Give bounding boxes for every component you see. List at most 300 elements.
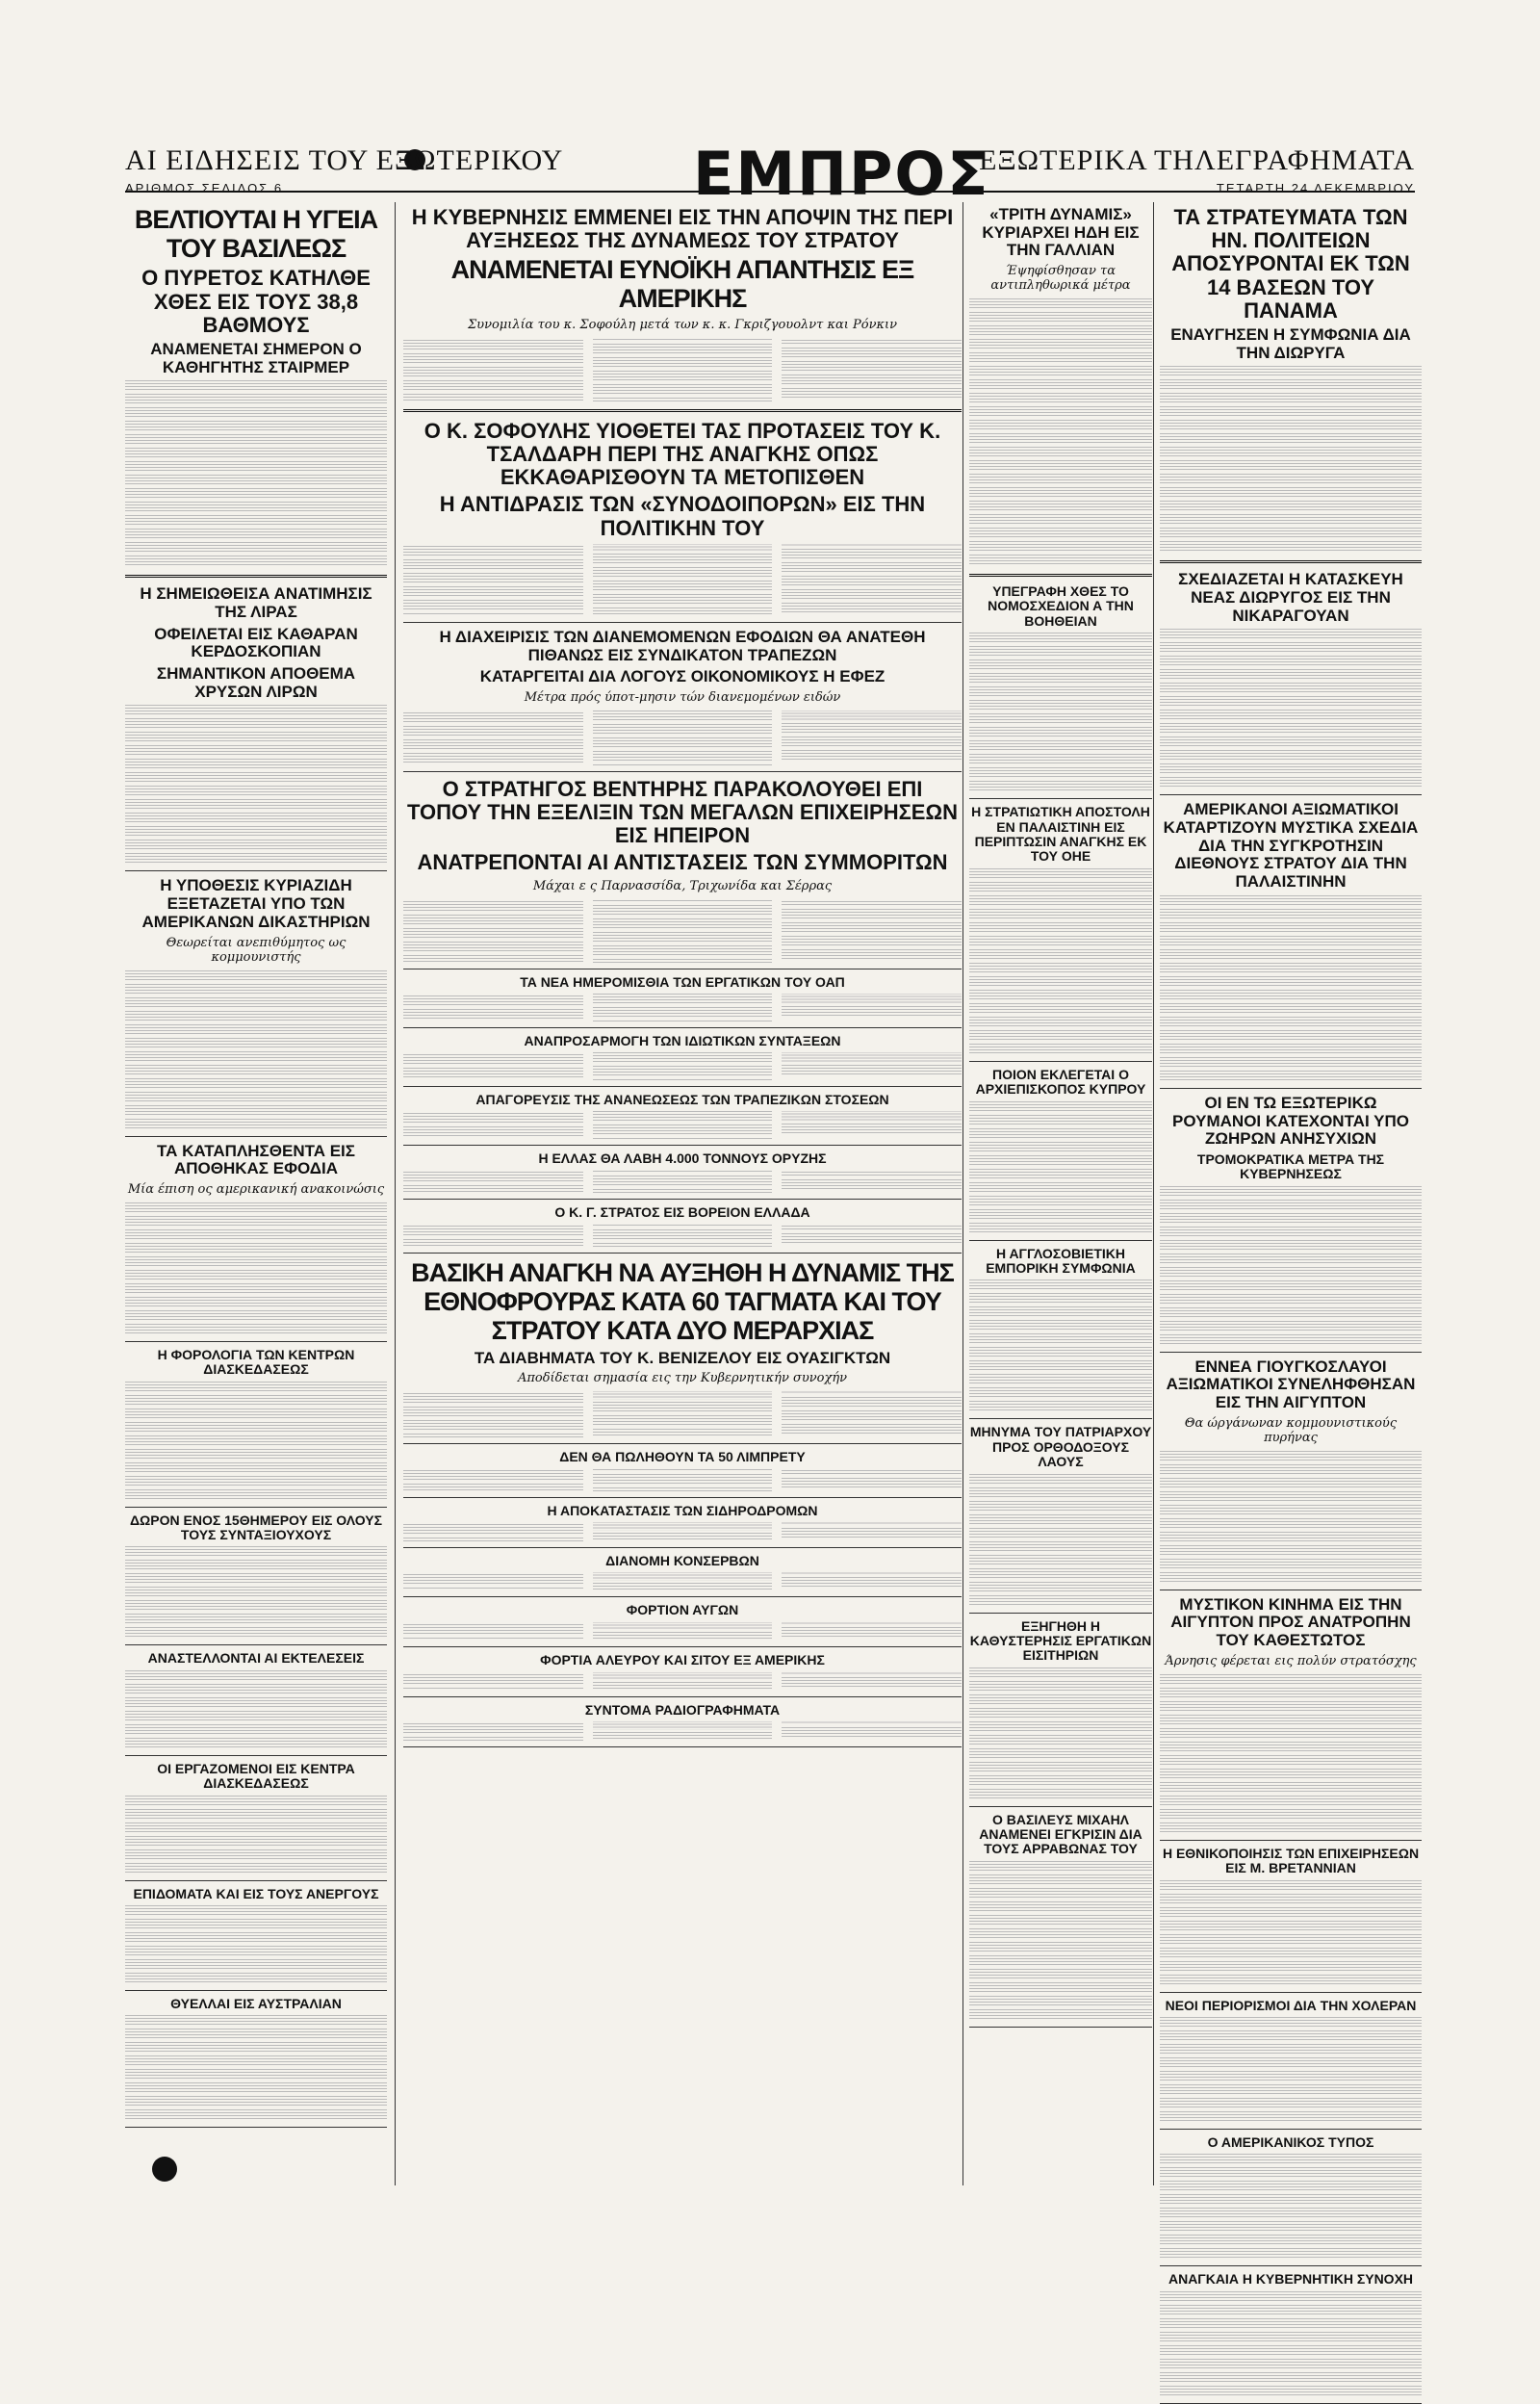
article-body	[403, 1111, 962, 1139]
text-line	[1160, 976, 1422, 988]
article-divider	[125, 1880, 387, 1881]
article-divider	[403, 622, 962, 623]
text-line	[1160, 1532, 1422, 1543]
text-line	[969, 1735, 1152, 1746]
text-line	[403, 1226, 583, 1237]
text-line	[969, 1874, 1152, 1886]
text-line	[125, 2042, 387, 2054]
text-line	[125, 1065, 387, 1076]
article	[125, 585, 387, 865]
article-divider	[1160, 1992, 1422, 1993]
article	[403, 206, 962, 401]
article-body	[125, 1670, 387, 1749]
article-headline: ΟΦΕΙΛΕΤΑΙ ΕΙΣ ΚΑΘΑΡΑΝ ΚΕΡΔΟΣΚΟΠΙΑΝ	[154, 624, 358, 661]
text-line	[1160, 2044, 1422, 2055]
text-line	[969, 1748, 1152, 1760]
article	[403, 1450, 962, 1491]
text-line	[969, 990, 1152, 1001]
text-line	[1160, 696, 1422, 708]
text-line	[969, 1555, 1152, 1566]
article	[125, 1997, 387, 2121]
article-headline: ΔΩΡΟΝ ΕΝΟΣ 15ΘΗΜΕΡΟΥ ΕΙΣ ΟΛΟΥΣ ΤΟΥΣ ΣΥΝΤΑΞΙΟΥΧΟΥΣ	[129, 1512, 382, 1543]
text-line	[969, 514, 1152, 526]
article-divider	[403, 1145, 962, 1146]
text-line	[125, 2109, 387, 2121]
article-subheadline: Άρνησις φέρεται εις πολύν στρατόσχης	[1165, 1653, 1417, 1668]
text-line	[125, 1243, 387, 1254]
article-body	[125, 970, 387, 1130]
text-line	[403, 367, 583, 378]
text-line	[593, 357, 773, 369]
text-line	[125, 970, 387, 982]
text-line	[782, 1006, 962, 1018]
article	[969, 1247, 1152, 1413]
text-line	[1160, 750, 1422, 762]
article-body	[125, 1905, 387, 1984]
article	[403, 1554, 962, 1591]
article-divider	[969, 1418, 1152, 1419]
text-line	[1160, 2194, 1422, 2206]
article-headline: Η ΥΠΟΘΕΣΙΣ ΚΥΡΙΑΖΙΔΗ ΕΞΕΤΑΖΕΤΑΙ ΥΠΟ ΤΩΝ ΑΜΕΡΙΚΑΝΩΝ ΔΙΚΑΣΤΗΡΙΩΝ	[141, 876, 371, 931]
article-headline: ΤΑ ΔΙΑΒΗΜΑΤΑ ΤΟΥ Κ. ΒΕΝΙΖΕΛΟΥ ΕΙΣ ΟΥΑΣΙΓΚΤΩΝ	[474, 1348, 891, 1367]
text-line	[403, 1393, 583, 1405]
text-line	[403, 1420, 583, 1432]
text-line	[403, 1113, 583, 1124]
text-line	[125, 1229, 387, 1241]
text-line	[1160, 2235, 1422, 2246]
text-line	[125, 826, 387, 838]
text-line	[969, 1667, 1152, 1679]
article-divider	[125, 2127, 387, 2128]
text-line	[1160, 1294, 1422, 1305]
text-line	[403, 380, 583, 392]
text-line	[969, 673, 1152, 685]
article	[403, 1034, 962, 1080]
article	[1160, 206, 1422, 553]
text-line	[125, 1946, 387, 1957]
text-line	[969, 1030, 1152, 1042]
text-line	[125, 1051, 387, 1063]
text-line	[782, 737, 962, 748]
article-body	[403, 1622, 962, 1641]
text-line	[403, 901, 583, 913]
text-line	[782, 1478, 962, 1489]
text-line	[969, 895, 1152, 907]
text-line	[782, 361, 962, 373]
article-headline: ΣΗΜΑΝΤΙΚΟΝ ΑΠΟΘΕΜΑ ΧΡΥΣΩΝ ΛΙΡΩΝ	[156, 664, 356, 701]
text-line	[125, 1216, 387, 1228]
article-body	[403, 994, 962, 1021]
text-line	[403, 600, 583, 611]
text-line	[1160, 2057, 1422, 2069]
text-line	[125, 1476, 387, 1487]
article-divider	[125, 1990, 387, 1991]
text-line	[1160, 1307, 1422, 1319]
text-line	[969, 1115, 1152, 1126]
article-divider	[403, 1696, 962, 1697]
text-line	[1160, 1254, 1422, 1265]
article-divider	[969, 2027, 1152, 2028]
text-line	[969, 754, 1152, 765]
text-line	[1160, 1200, 1422, 1211]
text-line	[969, 393, 1152, 404]
text-line	[969, 1223, 1152, 1234]
article-headline: Ο Κ. ΣΟΦΟΥΛΗΣ ΥΙΟΘΕΤΕΙ ΤΑΣ ΠΡΟΤΑΣΕΙΣ ΤΟΥ Κ. ΤΣΑΛΔΑΡΗ ΠΕΡΙ ΤΗΣ ΑΝΑΓΚΗΣ ΟΠΩΣ ΕΚΚΑΘΑΡΙΣΘΟΥΝ ΤΑ ΜΕΤΟΠΙΣΘΕΝ	[424, 418, 941, 490]
article-body	[969, 1101, 1152, 1234]
article-subheadline: Αποδίδεται σημασία εις την Κυβερνητικήν συνοχήν	[517, 1371, 848, 1386]
article-divider	[969, 574, 1152, 577]
text-line	[1160, 990, 1422, 1001]
article	[125, 1513, 387, 1640]
text-line	[782, 375, 962, 386]
article-headline: Η ΕΘΝΙΚΟΠΟΙΗΣΙΣ ΤΩΝ ΕΠΙΧΕΙΡΗΣΕΩΝ ΕΙΣ Μ. ΒΡΕΤΑΝΝΙΑΝ	[1162, 1845, 1420, 1876]
text-line	[782, 1233, 962, 1245]
text-line	[593, 724, 773, 736]
text-line	[1160, 487, 1422, 499]
article-body	[969, 1861, 1152, 2021]
article-headline: Η ΑΠΟΚΑΤΑΣΤΑΣΙΣ ΤΩΝ ΣΙΔΗΡΟΔΡΟΜΩΝ	[547, 1502, 818, 1518]
text-line	[403, 712, 583, 724]
text-line	[969, 298, 1152, 310]
article	[125, 206, 387, 567]
article-headline: «ΤΡΙΤΗ ΔΥΝΑΜΙΣ» ΚΥΡΙΑΡΧΕΙ ΗΔΗ ΕΙΣ ΤΗΝ ΓΑΛΛΙΑΝ	[982, 205, 1140, 260]
article-headline: ΑΝΑΓΚΑΙΑ Η ΚΥΒΕΡΝΗΤΙΚΗ ΣΥΝΟΧΗ	[1168, 2271, 1414, 2288]
text-line	[125, 732, 387, 743]
article	[1160, 1847, 1422, 1986]
text-line	[125, 1724, 387, 1736]
text-line	[969, 1915, 1152, 1926]
text-line	[1160, 1948, 1422, 1959]
text-line	[1160, 2372, 1422, 2384]
text-line	[1160, 474, 1422, 485]
page-number: ΑΡΙΘΜΟΣ ΣΕΛΙΔΟΣ 6	[125, 181, 284, 195]
article-body	[403, 544, 962, 616]
text-line	[1160, 541, 1422, 553]
article-divider	[125, 870, 387, 871]
text-line	[125, 786, 387, 797]
article-divider	[403, 1199, 962, 1200]
text-line	[125, 997, 387, 1009]
text-line	[969, 1901, 1152, 1913]
article-headline: ΑΝΑΣΤΕΛΛΟΝΤΑΙ ΑΙ ΕΚΤΕΛΕΣΕΙΣ	[147, 1650, 365, 1667]
article-body	[969, 1474, 1152, 1607]
text-line	[125, 799, 387, 811]
article-divider	[125, 1136, 387, 1137]
text-line	[1160, 2167, 1422, 2179]
text-line	[969, 1568, 1152, 1580]
article-body	[403, 1052, 962, 1080]
article	[403, 1093, 962, 1139]
column-2	[395, 202, 969, 2185]
text-line	[593, 1066, 773, 1077]
text-line	[969, 406, 1152, 418]
article-body	[1160, 2154, 1422, 2260]
text-line	[403, 1068, 583, 1079]
article-body	[403, 1672, 962, 1691]
text-line	[125, 1092, 387, 1103]
article-divider	[403, 1596, 962, 1597]
text-line	[969, 1721, 1152, 1733]
text-line	[1160, 1742, 1422, 1753]
text-line	[969, 420, 1152, 431]
text-line	[1160, 2305, 1422, 2316]
text-line	[1160, 528, 1422, 539]
text-line	[969, 686, 1152, 698]
article-headline: ΔΕΝ ΘΑ ΠΩΛΗΘΟΥΝ ΤΑ 50 ΛΙΜΠΡΕΤΥ	[559, 1448, 806, 1464]
text-line	[125, 1489, 387, 1501]
article-body	[125, 705, 387, 865]
text-line	[969, 1694, 1152, 1706]
article-body	[403, 1224, 962, 1247]
article-subheadline: Μέτρα πρός ύποτ-μησιν τών διανεμομένων ειδών	[524, 690, 841, 706]
text-line	[1160, 2030, 1422, 2042]
text-line	[1160, 2154, 1422, 2165]
text-line	[1160, 2345, 1422, 2357]
article	[125, 1143, 387, 1335]
text-line	[1160, 514, 1422, 526]
article-divider	[969, 1240, 1152, 1241]
text-line	[782, 589, 962, 601]
text-line	[1160, 2291, 1422, 2303]
text-line	[1160, 1545, 1422, 1557]
article-body	[403, 1572, 962, 1590]
text-line	[969, 1681, 1152, 1693]
text-line	[969, 659, 1152, 671]
article-headline: ΤΑ ΣΤΡΑΤΕΥΜΑΤΑ ΤΩΝ ΗΝ. ΠΟΛΙΤΕΙΩΝ ΑΠΟΣΥΡΟΝΤΑΙ ΕΚ ΤΩΝ 14 ΒΑΣΕΩΝ ΤΟΥ ΠΑΝΑΜΑ	[1171, 205, 1410, 323]
text-line	[969, 1142, 1152, 1153]
text-line	[125, 502, 387, 513]
text-line	[969, 646, 1152, 658]
text-line	[125, 1560, 387, 1571]
text-line	[1160, 406, 1422, 418]
article	[403, 1703, 962, 1741]
text-line	[403, 573, 583, 584]
article-divider	[125, 1341, 387, 1342]
text-line	[969, 1474, 1152, 1486]
text-line	[969, 1582, 1152, 1593]
text-line	[1160, 1975, 1422, 1986]
text-line	[969, 949, 1152, 961]
text-line	[969, 541, 1152, 553]
article-divider	[969, 798, 1152, 799]
text-line	[403, 1723, 583, 1735]
text-line	[593, 751, 773, 763]
text-line	[1160, 2084, 1422, 2096]
text-line	[125, 1202, 387, 1214]
text-line	[1160, 1961, 1422, 1973]
text-line	[125, 1863, 387, 1874]
article-divider	[403, 1086, 962, 1087]
text-line	[125, 1697, 387, 1709]
text-line	[1160, 1880, 1422, 1892]
article	[969, 206, 1152, 566]
text-line	[125, 1627, 387, 1639]
article-divider	[403, 409, 962, 412]
text-line	[1160, 1044, 1422, 1055]
article-headline: Ο Κ. Γ. ΣΤΡΑΤΟΣ ΕΙΣ ΒΟΡΕΙΟΝ ΕΛΛΑΔΑ	[554, 1204, 810, 1221]
article-headline: ΤΑ ΚΑΤΑΠΛΗΣΘΕΝΤΑ ΕΙΣ ΑΠΟΘΗΚΑΣ ΕΦΟΔΙΑ	[157, 1141, 355, 1178]
column-1	[125, 202, 395, 2185]
text-line	[1160, 2318, 1422, 2330]
text-line	[125, 1546, 387, 1558]
text-line	[782, 909, 962, 920]
article-headline: Ο ΑΜΕΡΙΚΑΝΙΚΟΣ ΤΥΠΟΣ	[1207, 2133, 1374, 2150]
text-line	[969, 1182, 1152, 1194]
article-headline: Η ΚΥΒΕΡΝΗΣΙΣ ΕΜΜΕΝΕΙ ΕΙΣ ΤΗΝ ΑΠΟΨΙΝ ΤΗΣ ΠΕΡΙ ΑΥΞΗΣΕΩΣ ΤΗΣ ΔΥΝΑΜΕΩΣ ΤΟΥ ΣΤΡΑΤΟΥ	[411, 205, 954, 253]
article-headline: ΑΝΑΜΕΝΕΤΑΙ ΕΥΝΟΪΚΗ ΑΠΑΝΤΗΣΙΣ ΕΞ ΑΜΕΡΙΚΗΣ	[450, 255, 914, 314]
text-line	[1160, 1559, 1422, 1570]
text-line	[125, 853, 387, 865]
text-line	[1160, 710, 1422, 721]
article-body	[125, 380, 387, 567]
text-line	[125, 1809, 387, 1821]
article-body	[403, 1170, 962, 1193]
article-headline: ΥΠΕΓΡΑΦΗ ΧΘΕΣ ΤΟ ΝΟΜΟΣΧΕΔΙΟΝ Α ΤΗΝ ΒΟΗΘΕΙΑΝ	[988, 583, 1134, 629]
text-line	[782, 1424, 962, 1435]
text-line	[1160, 1003, 1422, 1015]
article	[1160, 1596, 1422, 1834]
section-title-right: ΕΞΩΤΕΡΙΚΑ ΤΗΛΕΓΡΑΦΗΜΑΤΑ	[979, 144, 1415, 176]
text-line	[969, 1374, 1152, 1385]
article-headline: ΚΑΤΑΡΓΕΙΤΑΙ ΔΙΑ ΛΟΓΟΥΣ ΟΙΚΟΝΟΜΙΚΟΥΣ Η ΕΦΕΖ	[479, 667, 886, 686]
text-line	[969, 633, 1152, 644]
text-line	[969, 963, 1152, 974]
text-line	[969, 352, 1152, 364]
text-line	[125, 448, 387, 459]
article-divider	[403, 1253, 962, 1254]
text-line	[1160, 2181, 1422, 2192]
text-line	[403, 559, 583, 571]
text-line	[125, 515, 387, 527]
text-line	[403, 1674, 583, 1686]
text-line	[1160, 447, 1422, 458]
text-line	[1160, 1796, 1422, 1807]
text-line	[125, 421, 387, 432]
text-line	[782, 1124, 962, 1135]
text-line	[125, 2029, 387, 2040]
text-line	[1160, 1782, 1422, 1794]
article-headline: Ο ΒΑΣΙΛΕΥΣ ΜΙΧΑΗΛ ΑΝΑΜΕΝΕΙ ΕΓΚΡΙΣΙΝ ΔΙΑ ΤΟΥΣ ΑΡΡΑΒΩΝΑΣ ΤΟΥ	[979, 1811, 1142, 1857]
text-line	[782, 949, 962, 961]
text-line	[593, 1474, 773, 1486]
text-line	[403, 1574, 583, 1586]
text-line	[1160, 963, 1422, 974]
article-subheadline: Μία έπιση ος αμερικανική ανακοινώσις	[127, 1181, 385, 1197]
text-line	[1160, 379, 1422, 391]
article	[125, 1348, 387, 1501]
text-line	[125, 1670, 387, 1682]
text-line	[1160, 501, 1422, 512]
article-divider	[403, 1646, 962, 1647]
article-divider	[1160, 1088, 1422, 1089]
text-line	[1160, 366, 1422, 377]
text-line	[1160, 1017, 1422, 1028]
text-line	[125, 1905, 387, 1917]
text-line	[969, 1969, 1152, 1980]
text-line	[593, 1124, 773, 1136]
text-line	[1160, 1674, 1422, 1686]
text-line	[782, 1727, 962, 1739]
text-line	[1160, 460, 1422, 472]
text-line	[125, 718, 387, 730]
ink-blot-bottom	[152, 2157, 177, 2182]
article-body	[1160, 895, 1422, 1082]
article-body	[1160, 1880, 1422, 1986]
text-line	[403, 1054, 583, 1066]
article	[969, 805, 1152, 1055]
article-divider	[125, 1755, 387, 1756]
text-line	[593, 905, 773, 917]
text-line	[125, 407, 387, 419]
article-body	[125, 2015, 387, 2121]
text-line	[969, 555, 1152, 566]
article-headline: ΑΝΑΜΕΝΕΤΑΙ ΣΗΜΕΡΟΝ Ο ΚΑΘΗΓΗΤΗΣ ΣΤΑΙΡΜΕΡ	[150, 339, 362, 376]
text-line	[1160, 2332, 1422, 2343]
text-line	[125, 1270, 387, 1281]
text-line	[782, 1397, 962, 1409]
article	[1160, 1358, 1422, 1584]
text-line	[125, 1283, 387, 1295]
article-headline: ΜΥΣΤΙΚΟΝ ΚΙΝΗΜΑ ΕΙΣ ΤΗΝ ΑΙΓΥΠΤΟΝ ΠΡΟΣ ΑΝΑΤΡΟΠΗΝ ΤΟΥ ΚΑΘΕΣΤΩΤΟΣ	[1170, 1594, 1411, 1650]
text-line	[969, 460, 1152, 472]
text-line	[125, 1462, 387, 1474]
article-body	[1160, 2017, 1422, 2123]
article-headline: ΑΜΕΡΙΚΑΝΟΙ ΑΞΙΩΜΑΤΙΚΟΙ ΚΑΤΑΡΤΙΖΟΥΝ ΜΥΣΤΙΚΑ ΣΧΕΔΙΑ ΔΙΑ ΤΗΝ ΣΥΓΚΡΟΤΗΣΙΝ ΔΙΕΘΝΟΥΣ ΣΤΡΑΤΟΥ ΔΙΑ ΤΗΝ ΠΑΛΑΙΣΤΙΝΗΝ	[1163, 800, 1419, 892]
article-headline: ΒΑΣΙΚΗ ΑΝΑΓΚΗ ΝΑ ΑΥΞΗΘΗ Η ΔΥΝΑΜΙΣ ΤΗΣ ΕΘΝΟΦΡΟΥΡΑΣ ΚΑΤΑ 60 ΤΑΓΜΑΤΑ ΚΑΙ ΤΟΥ ΣΤΡΑΤΟΥ ΚΑΤΑ ΔΥΟ ΜΕΡΑΡΧΙΑΣ	[411, 1258, 954, 1345]
text-line	[782, 1410, 962, 1422]
text-line	[1160, 1464, 1422, 1476]
text-line	[593, 581, 773, 592]
text-line	[1160, 1071, 1422, 1082]
article-divider	[403, 1027, 962, 1028]
article-divider	[403, 1443, 962, 1444]
text-line	[125, 840, 387, 851]
article-body	[1160, 2291, 1422, 2397]
article	[403, 1205, 962, 1247]
article-headline: Ο ΠΥΡΕΤΟΣ ΚΑΤΗΛΘΕ ΧΘΕΣ ΕΙΣ ΤΟΥΣ 38,8 ΒΑΘΜΟΥΣ	[141, 266, 371, 337]
text-line	[125, 1573, 387, 1585]
text-line	[125, 772, 387, 784]
text-line	[969, 379, 1152, 391]
text-line	[1160, 1057, 1422, 1069]
masthead-left	[125, 144, 578, 195]
text-line	[1160, 433, 1422, 445]
text-line	[403, 1470, 583, 1482]
article-headline: ΤΡΟΜΟΚΡΑΤΙΚΑ ΜΕΤΡΑ ΤΗΣ ΚΥΒΕΡΝΗΣΕΩΣ	[1196, 1150, 1385, 1182]
article-headline: ΜΗΝΥΜΑ ΤΟΥ ΠΑΤΡΙΑΡΧΟΥ ΠΡΟΣ ΟΡΘΟΔΟΞΟΥΣ ΛΑΟΥΣ	[969, 1424, 1152, 1470]
text-line	[1160, 2221, 1422, 2233]
article-divider	[403, 1746, 962, 1747]
text-line	[969, 1320, 1152, 1331]
text-line	[1160, 2248, 1422, 2260]
article	[1160, 1095, 1422, 1346]
masthead-rule	[125, 191, 1415, 193]
text-line	[1160, 2111, 1422, 2123]
text-line	[125, 2082, 387, 2094]
article-headline: ΠΟΙΟΝ ΕΚΛΕΓΕΤΑΙ Ο ΑΡΧΙΕΠΙΣΚΟΠΟΣ ΚΥΠΡΟΥ	[975, 1066, 1146, 1098]
article-subheadline: Συνομιλία του κ. Σοφούλη μετά των κ. κ. Γκριζγουολντ και Ρόνκιν	[467, 317, 898, 332]
article-subheadline: Θα ώργάνωναν κομμουνιστικούς πυρήνας	[1184, 1415, 1398, 1445]
text-line	[969, 366, 1152, 377]
text-line	[969, 1209, 1152, 1221]
article	[403, 1603, 962, 1641]
text-line	[125, 529, 387, 540]
text-line	[1160, 642, 1422, 654]
text-line	[125, 1600, 387, 1612]
text-line	[1160, 777, 1422, 788]
article-body	[1160, 1186, 1422, 1346]
article-headline: ΦΟΡΤΙΟΝ ΑΥΓΩΝ	[626, 1602, 739, 1618]
